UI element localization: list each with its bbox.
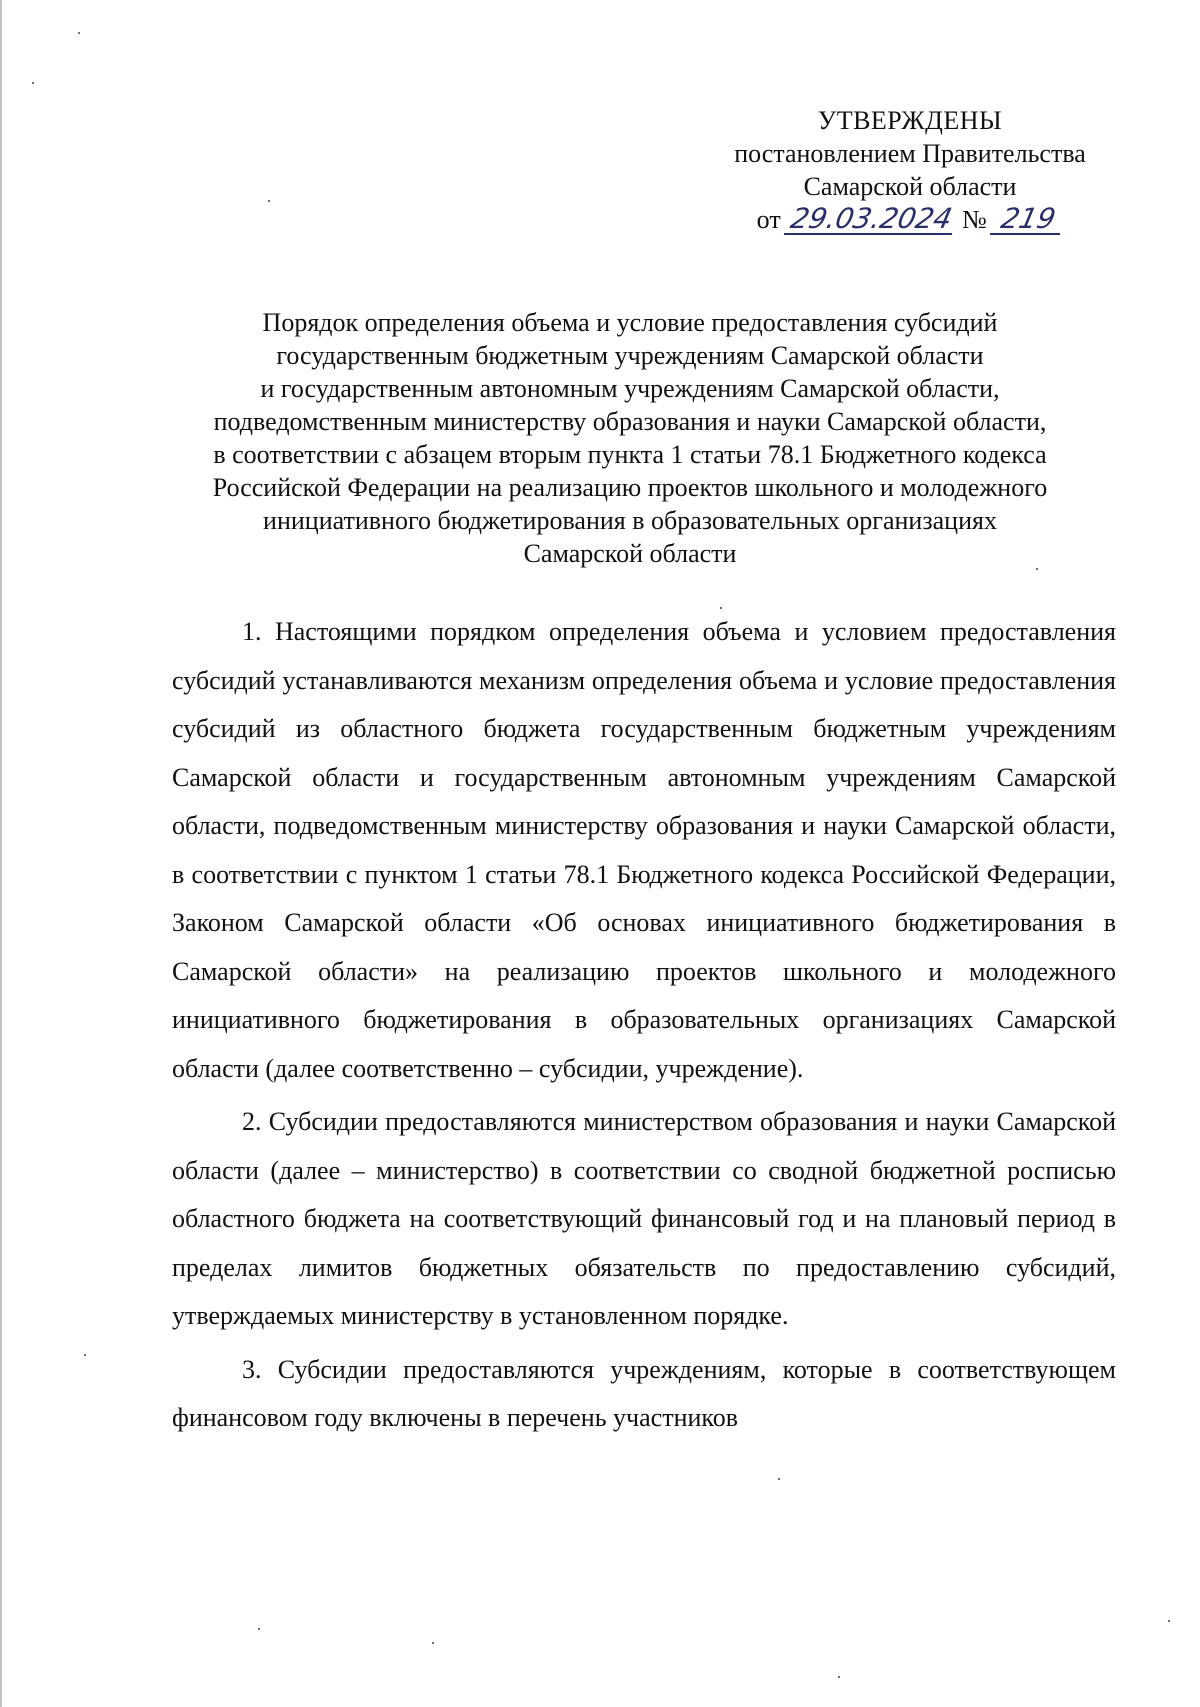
scan-edge-line <box>0 0 2 1707</box>
approval-line-1: постановлением Правительства <box>734 139 1086 168</box>
title-line: Самарской области <box>523 539 737 568</box>
title-line: и государственным автономным учреждениям Самарской области, <box>260 374 1000 403</box>
date-prefix: от <box>756 205 781 234</box>
scan-speck <box>258 1628 260 1630</box>
scan-speck <box>1036 568 1038 570</box>
approval-line-2: Самарской области <box>803 172 1017 201</box>
document-body <box>172 608 1116 1443</box>
title-line: Порядок определения объема и условие предоставления субсидий <box>262 308 998 337</box>
paragraph-1: 1. Настоящими порядком определения объема и условием предоставления субсидий устанавливаются механизм определения объема и условие предоставления субсидий из областного бюджета государственным бюджетным учреждениям Самарской области и государственным автономным учреждениям Самарской области, подведомственным министерству образования и науки Самарской области, в соответствии с пунктом 1 статьи 78.1 Бюджетного кодекса Российской Федерации, Законом Самарской области «Об основах инициативного бюджетирования в Самарской области» на реализацию проектов школьного и молодежного инициативного бюджетирования в образовательных организациях Самарской области (далее соответственно – субсидии, учреждение). <box>172 617 1116 1083</box>
scan-speck <box>432 1642 434 1644</box>
scan-speck <box>720 607 722 609</box>
title-line: подведомственным министерству образования и науки Самарской области, <box>213 407 1047 436</box>
handwritten-date: 29.03.2024 <box>784 205 959 235</box>
approval-date-line <box>700 203 1120 236</box>
scan-speck <box>1168 1620 1170 1622</box>
paragraph-3: 3. Субсидии предоставляются учреждениям, которые в соответствующем финансовом году включены в перечень участников <box>172 1354 1116 1432</box>
approval-heading: УТВЕРЖДЕНЫ <box>817 106 1003 135</box>
title-line: Российской Федерации на реализацию проектов школьного и молодежного <box>212 473 1048 502</box>
scan-speck <box>778 1478 780 1480</box>
scan-speck <box>84 1354 86 1356</box>
scan-speck <box>268 200 270 202</box>
scan-speck <box>32 82 34 84</box>
approval-stamp-block <box>700 104 1120 236</box>
document-title <box>170 306 1090 570</box>
scan-speck <box>78 32 80 34</box>
handwritten-number: 219 <box>990 205 1066 235</box>
number-sign: № <box>962 205 987 234</box>
title-line: государственным бюджетным учреждениям Самарской области <box>276 341 984 370</box>
paragraph-2: 2. Субсидии предоставляются министерством образования и науки Самарской области (далее – министерство) в соответствии со сводной бюджетной росписью областного бюджета на соответствующий финансовый год и на плановый период в пределах лимитов бюджетных обязательств по предоставлению субсидий, утверждаемых министерству в установленном порядке. <box>172 1107 1116 1330</box>
scan-speck <box>838 1676 840 1678</box>
title-line: инициативного бюджетирования в образовательных организациях <box>263 506 997 535</box>
title-line: в соответствии с абзацем вторым пункта 1 статьи 78.1 Бюджетного кодекса <box>213 440 1047 469</box>
